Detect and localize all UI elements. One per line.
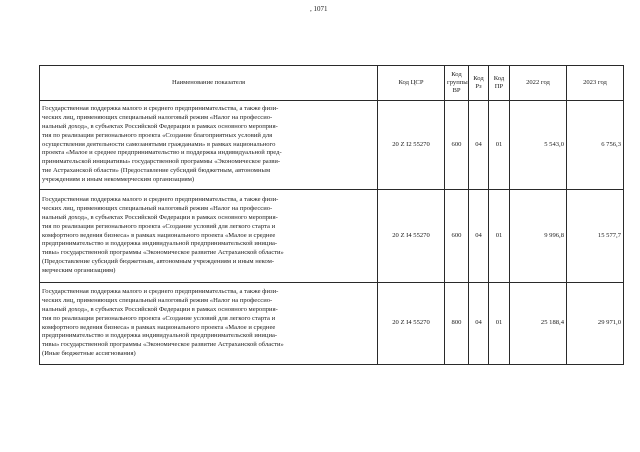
cell-2023: 29 971,0 <box>567 283 624 365</box>
desc-line: (Предоставление субсидий бюджетным, автономным учреждениям и иным неком- <box>42 258 275 266</box>
header-rz: Код Рз <box>469 66 489 101</box>
header-2022: 2022 год <box>510 66 567 101</box>
desc-line: ческих лиц, применяющих специальный налоговый режим «Налог на профессио- <box>42 205 273 213</box>
cell-vr: 800 <box>445 283 469 365</box>
cell-vr: 600 <box>445 101 469 190</box>
header-2023: 2023 год <box>567 66 624 101</box>
desc-line: предпринимательство и поддержка индивидуальной предпринимательской инициа- <box>42 240 278 248</box>
row-description <box>40 101 378 190</box>
row-description <box>40 190 378 283</box>
cell-2022: 9 996,8 <box>510 190 567 283</box>
desc-line: тие Астраханской области» (Предоставление субсидий бюджетным, автономным <box>42 167 271 175</box>
desc-line: проекта «Малое и среднее предпринимательство и поддержка индивидуальной пред- <box>42 149 282 157</box>
header-name: Наименование показателя <box>40 66 378 101</box>
desc-line: (Иные бюджетные ассигнования) <box>42 350 136 358</box>
cell-pr: 01 <box>489 283 510 365</box>
cell-csr: 20 Z I4 55270 <box>378 190 445 283</box>
cell-rz: 04 <box>469 101 489 190</box>
desc-line: учреждениям и иным некоммерческим организациям) <box>42 175 195 183</box>
cell-pr: 01 <box>489 101 510 190</box>
cell-rz: 04 <box>469 283 489 365</box>
desc-line: тивы» государственной программы «Экономическое развитие Астраханской области» <box>42 341 284 349</box>
cell-2023: 15 577,7 <box>567 190 624 283</box>
table-row <box>40 190 624 283</box>
desc-line: комфортного ведения бизнеса» в рамках национального проекта «Малое и среднее <box>42 231 276 239</box>
cell-csr: 20 Z I2 55270 <box>378 101 445 190</box>
cell-rz: 04 <box>469 190 489 283</box>
header-row <box>40 66 624 101</box>
cell-pr: 01 <box>489 190 510 283</box>
cell-2023: 6 756,3 <box>567 101 624 190</box>
header-vr: Код группы ВР <box>445 66 469 101</box>
desc-line: тия по реализации регионального проекта «Создание условий для легкого старта и <box>42 222 276 230</box>
header-csr: Код ЦСР <box>378 66 445 101</box>
desc-line: ческих лиц, применяющих специальный налоговый режим «Налог на профессио- <box>42 296 273 304</box>
desc-line: Государственная поддержка малого и среднего предпринимательства, а также физи- <box>42 288 279 296</box>
table-row <box>40 283 624 365</box>
desc-line: нальный доход», в субъектах Российской Федерации в рамках основного мероприя- <box>42 122 278 130</box>
desc-line: комфортного ведения бизнеса» в рамках национального проекта «Малое и среднее <box>42 323 276 331</box>
desc-line: тивы» государственной программы «Экономическое развитие Астраханской области» <box>42 249 284 257</box>
cell-2022: 5 543,0 <box>510 101 567 190</box>
desc-line: предпринимательство и поддержка индивидуальной предпринимательской инициа- <box>42 332 278 340</box>
desc-line: тия по реализации регионального проекта «Создание благоприятных условий для <box>42 131 273 139</box>
desc-line: Государственная поддержка малого и среднего предпринимательства, а также физи- <box>42 196 279 204</box>
desc-line: осуществления деятельности самозанятыми гражданами» в рамках национального <box>42 140 276 148</box>
desc-line: тия по реализации регионального проекта «Создание условий для легкого старта и <box>42 314 276 322</box>
row-description <box>40 283 378 365</box>
desc-line: ческих лиц, применяющих специальный налоговый режим «Налог на профессио- <box>42 114 273 122</box>
cell-csr: 20 Z I4 55270 <box>378 283 445 365</box>
desc-line: Государственная поддержка малого и среднего предпринимательства, а также физи- <box>42 105 279 113</box>
desc-line: принимательской инициативы» государственной программы «Экономическое разви- <box>42 158 281 166</box>
desc-line: нальный доход», в субъектах Российской Федерации в рамках основного мероприя- <box>42 305 278 313</box>
desc-line: нальный доход», в субъектах Российской Федерации в рамках основного мероприя- <box>42 213 278 221</box>
budget-table <box>39 65 624 365</box>
cell-vr: 600 <box>445 190 469 283</box>
desc-line: мерческим организациям) <box>42 266 116 274</box>
header-pr: Код ПР <box>489 66 510 101</box>
table-row <box>40 101 624 190</box>
page-number: , 1071 <box>310 5 328 13</box>
cell-2022: 25 188,4 <box>510 283 567 365</box>
